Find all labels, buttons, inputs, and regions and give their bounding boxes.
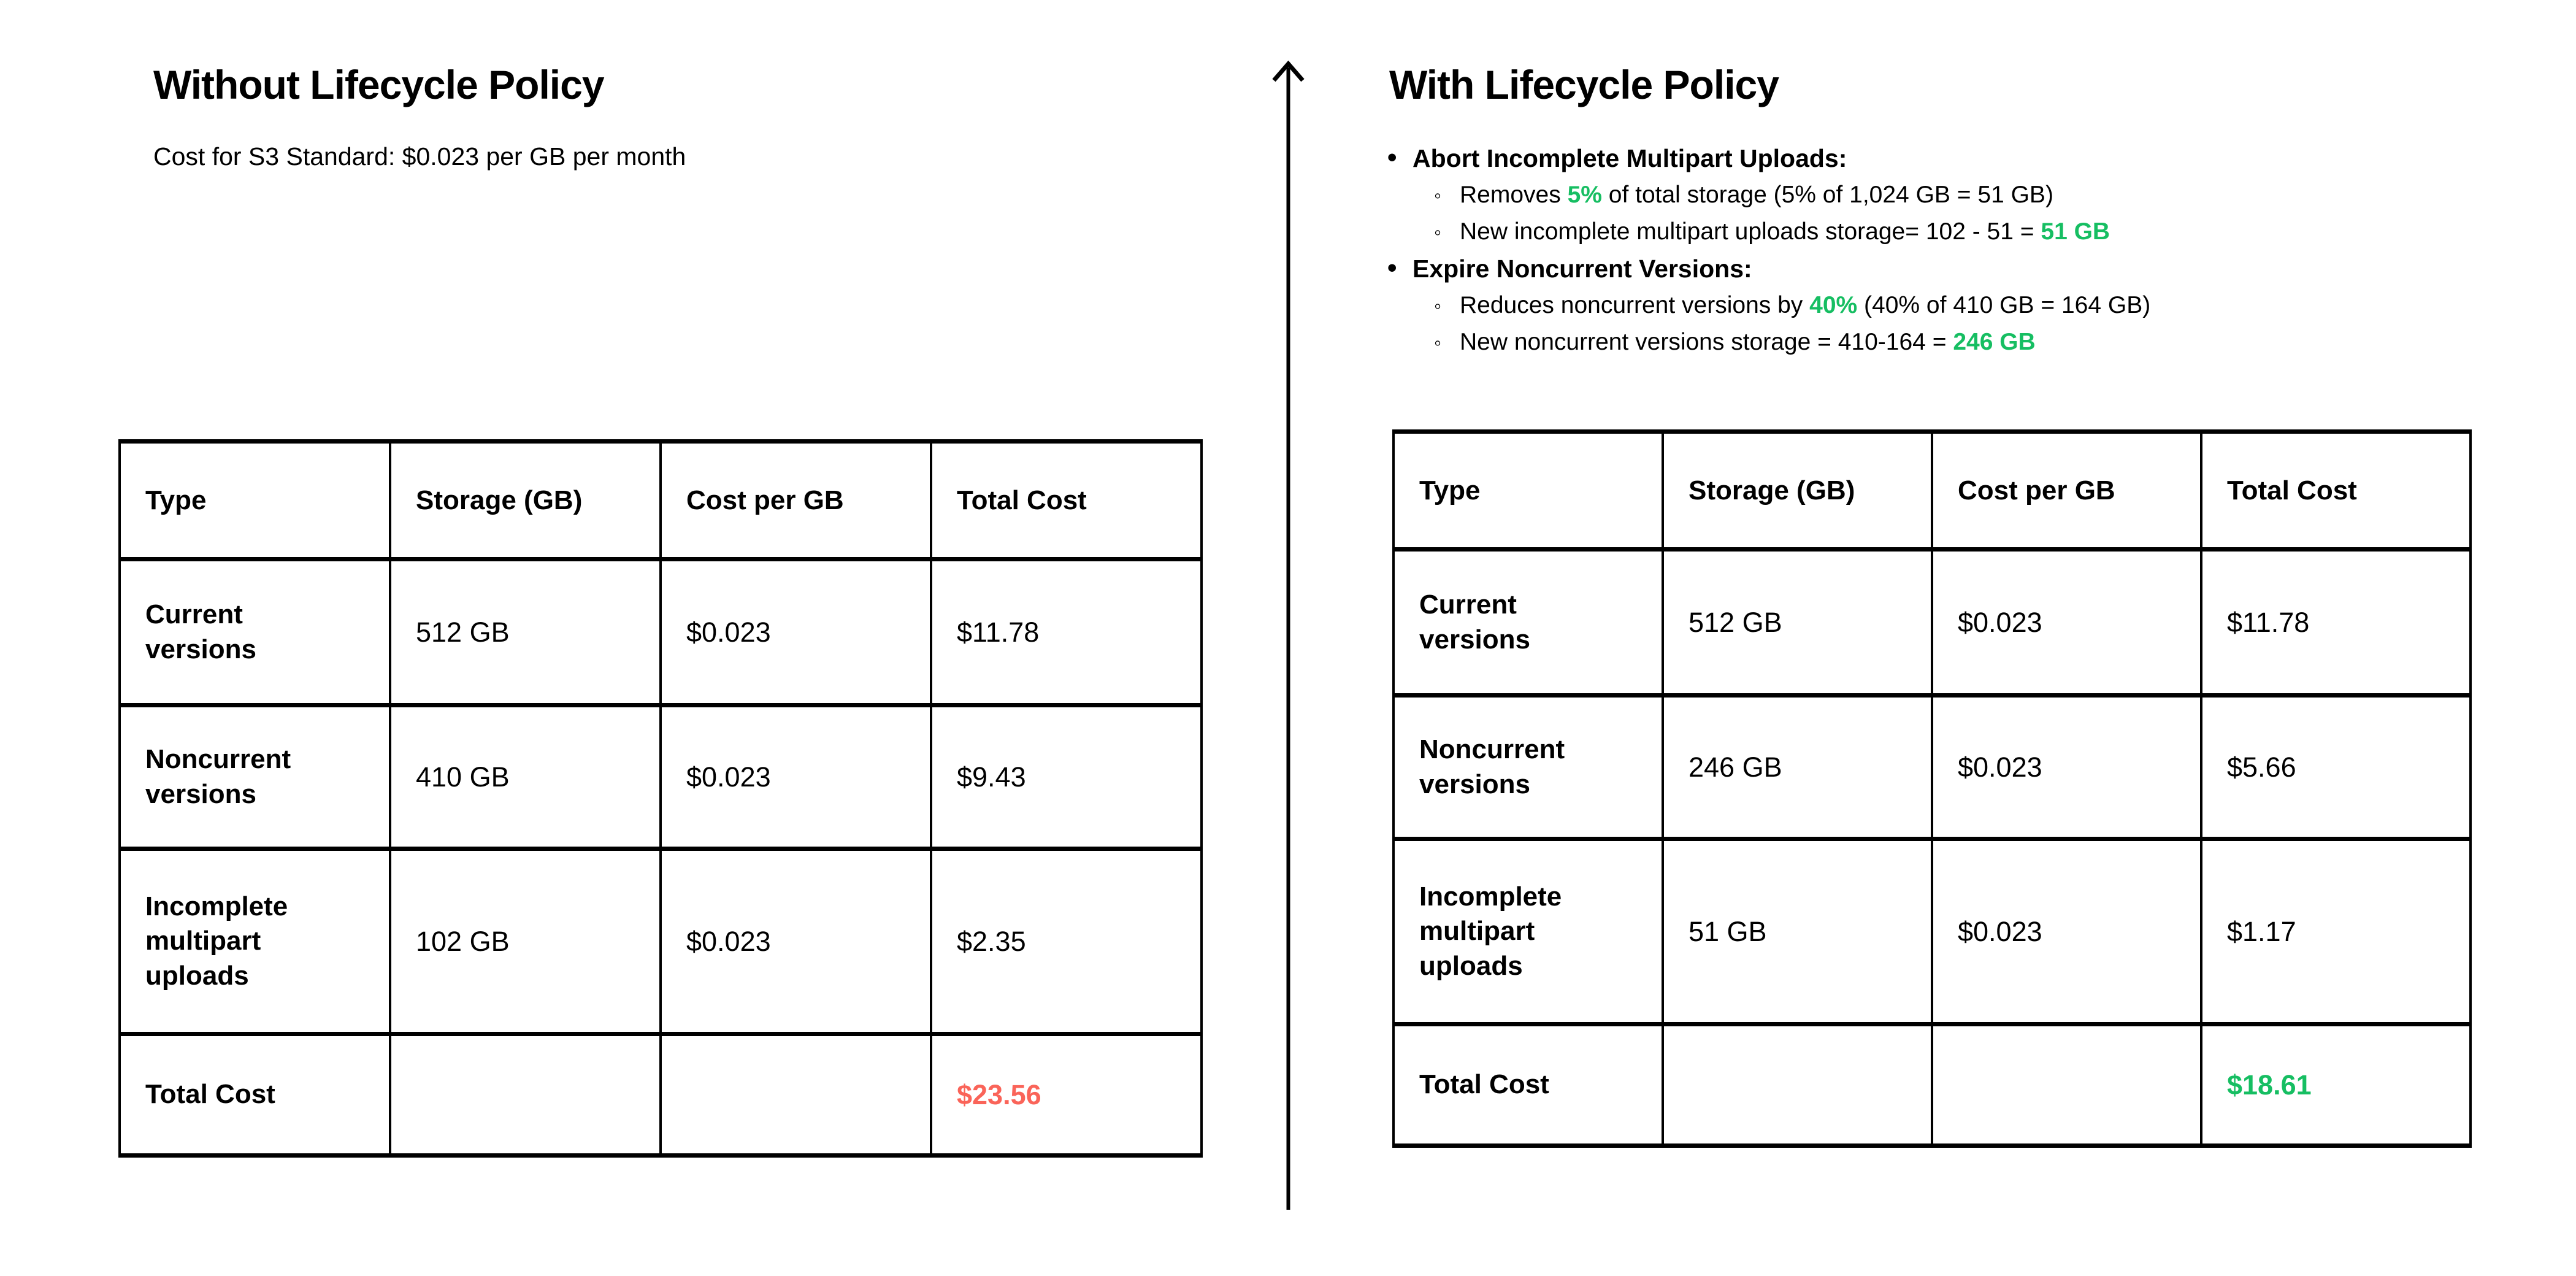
text-segment: (40% of 410 GB = 164 GB): [1857, 292, 2151, 318]
value-cell: 102 GB: [390, 849, 661, 1034]
value-cell: 410 GB: [390, 705, 661, 849]
value-cell: $2.35: [931, 849, 1202, 1034]
sub-bullet-icon: ◦: [1434, 294, 1442, 318]
value-cell: 51 GB: [1663, 839, 1932, 1024]
column-header: Type: [120, 442, 390, 559]
value-cell: [661, 1034, 931, 1156]
value-cell: $5.66: [2201, 696, 2471, 839]
lifecycle-rules-list: [1387, 140, 2540, 361]
row-label-cell: Incomplete multipart uploads: [1393, 839, 1663, 1024]
row-label-cell: Current versions: [120, 559, 390, 705]
row-label-cell: Total Cost: [120, 1034, 390, 1156]
sub-bullet-reduces-40pct: [1387, 287, 2540, 324]
value-cell: $0.023: [1932, 696, 2201, 839]
column-header: Type: [1393, 432, 1663, 550]
table-row: [120, 1034, 1202, 1156]
highlight-value: 51 GB: [2041, 218, 2110, 245]
sub-bullet-new-noncurrent-storage: [1387, 324, 2540, 361]
bullet-expire-noncurrent: [1387, 250, 2540, 287]
sub-bullet-new-multipart-storage: [1387, 213, 2540, 250]
sub-bullet-text: [1460, 182, 2053, 208]
table-row: [1393, 550, 2471, 696]
value-cell: [1663, 1024, 1932, 1146]
column-header: Total Cost: [2201, 432, 2471, 550]
value-cell: $0.023: [1932, 839, 2201, 1024]
bullet-abort-multipart: [1387, 140, 2540, 177]
sub-bullet-icon: ◦: [1434, 184, 1442, 207]
value-cell: 512 GB: [1663, 550, 1932, 696]
table-header-row: [120, 442, 1202, 559]
value-cell: [390, 1034, 661, 1156]
value-cell: $0.023: [1932, 550, 2201, 696]
value-cell: 512 GB: [390, 559, 661, 705]
table-row: [120, 559, 1202, 705]
sub-bullet-text: [1460, 329, 2036, 355]
bullet-icon: •: [1387, 253, 1397, 283]
left-panel-subtitle: Cost for S3 Standard: $0.023 per GB per month: [153, 142, 686, 171]
value-cell: $18.61: [2201, 1024, 2471, 1146]
cost-table-with-policy-wrap: [1392, 429, 2472, 1148]
table-row: [1393, 1024, 2471, 1146]
table-row: [1393, 696, 2471, 839]
row-label-cell: Noncurrent versions: [1393, 696, 1663, 839]
column-header: Cost per GB: [1932, 432, 2201, 550]
value-cell: $9.43: [931, 705, 1202, 849]
column-header: Cost per GB: [661, 442, 931, 559]
value-cell: $0.023: [661, 705, 931, 849]
bullet-label: Expire Noncurrent Versions:: [1413, 255, 1752, 283]
value-cell: $1.17: [2201, 839, 2471, 1024]
highlight-value: 40%: [1809, 292, 1858, 318]
sub-bullet-text: [1460, 292, 2150, 318]
text-segment: New incomplete multipart uploads storage= 102 - 51 =: [1460, 218, 2041, 245]
table-row: [120, 705, 1202, 849]
value-cell: $0.023: [661, 849, 931, 1034]
column-header: Storage (GB): [390, 442, 661, 559]
cost-table-without-policy: [118, 439, 1203, 1158]
value-cell: [1932, 1024, 2201, 1146]
table-row: [120, 849, 1202, 1034]
value-cell: $11.78: [931, 559, 1202, 705]
sub-bullet-icon: ◦: [1434, 331, 1442, 355]
value-cell: $0.023: [661, 559, 931, 705]
value-cell: $23.56: [931, 1034, 1202, 1156]
row-label-cell: Noncurrent versions: [120, 705, 390, 849]
bullet-icon: •: [1387, 142, 1397, 172]
cost-table-without-policy-wrap: [118, 439, 1203, 1158]
table-row: [1393, 839, 2471, 1024]
table-header-row: [1393, 432, 2471, 550]
cost-table-with-policy: [1392, 429, 2472, 1148]
text-segment: Removes: [1460, 182, 1568, 208]
right-panel-title: With Lifecycle Policy: [1389, 62, 1779, 107]
row-label-cell: Incomplete multipart uploads: [120, 849, 390, 1034]
text-segment: New noncurrent versions storage = 410-164 =: [1460, 329, 1953, 355]
value-cell: $11.78: [2201, 550, 2471, 696]
row-label-cell: Total Cost: [1393, 1024, 1663, 1146]
sub-bullet-text: [1460, 218, 2110, 245]
value-cell: 246 GB: [1663, 696, 1932, 839]
row-label-cell: Current versions: [1393, 550, 1663, 696]
column-header: Total Cost: [931, 442, 1202, 559]
text-segment: of total storage (5% of 1,024 GB = 51 GB): [1601, 182, 2053, 208]
arrow-up-icon: [1274, 64, 1303, 80]
text-segment: Reduces noncurrent versions by: [1460, 292, 1810, 318]
sub-bullet-icon: ◦: [1434, 221, 1442, 244]
column-header: Storage (GB): [1663, 432, 1932, 550]
highlight-value: 246 GB: [1953, 329, 2036, 355]
left-panel-title: Without Lifecycle Policy: [153, 62, 604, 107]
sub-bullet-removes-5pct: [1387, 177, 2540, 213]
bullet-label: Abort Incomplete Multipart Uploads:: [1413, 144, 1847, 172]
highlight-value: 5%: [1567, 182, 1602, 208]
